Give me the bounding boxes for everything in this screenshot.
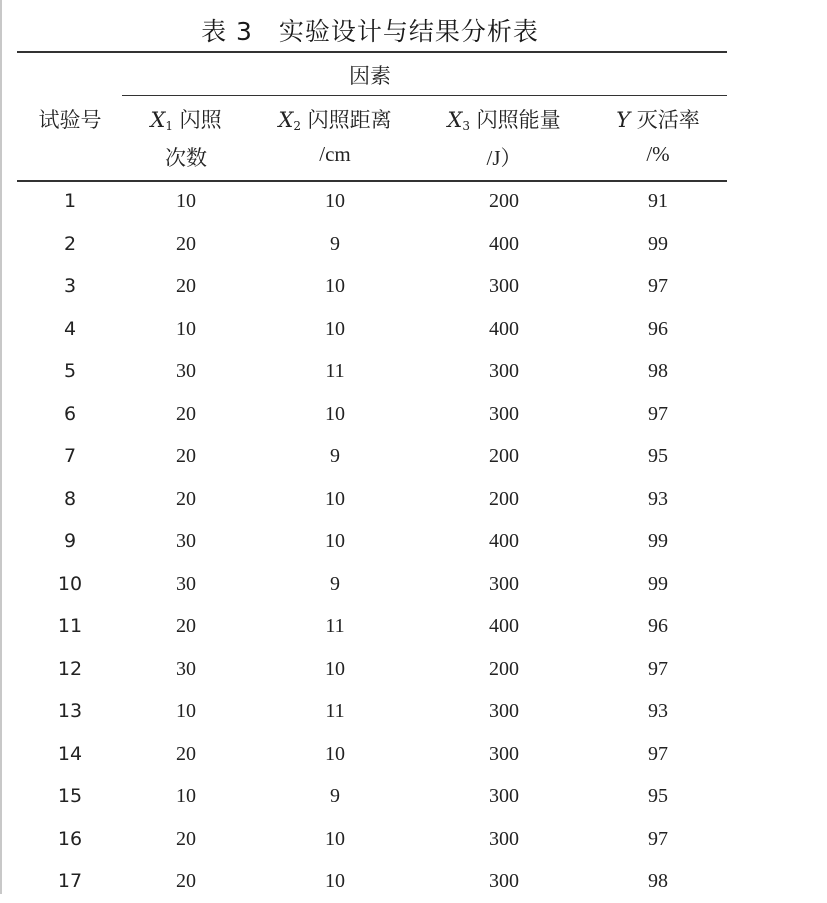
cell-x3: 300 (489, 360, 519, 382)
cell-x2: 10 (325, 530, 345, 552)
table-row (0, 818, 827, 861)
cell-y: 98 (648, 360, 668, 382)
header-x2-sub: 2 (293, 119, 301, 133)
cell-x1: 20 (176, 742, 196, 765)
cell-trial: 7 (63, 445, 77, 467)
cell-x3: 200 (489, 445, 519, 467)
cell-trial: 14 (57, 742, 83, 765)
cell-trial: 15 (57, 785, 83, 807)
table-row (0, 180, 827, 223)
header-x1-sub: 1 (165, 119, 173, 133)
cell-trial: 17 (57, 870, 83, 892)
table-title (0, 12, 740, 48)
cell-x2: 11 (325, 700, 345, 722)
header-x3-sub: 3 (462, 119, 470, 133)
cell-x2: 10 (325, 487, 345, 510)
header-y-var: Y (616, 108, 631, 132)
cell-trial: 5 (63, 360, 77, 382)
table-row (0, 520, 827, 563)
cell-x3: 300 (489, 700, 519, 722)
header-y-label: 灭活率 (636, 108, 700, 132)
cell-trial: 10 (57, 572, 83, 595)
cell-x1: 20 (176, 615, 196, 637)
cell-x3: 300 (489, 572, 519, 595)
cell-x1: 30 (176, 530, 196, 552)
header-x1-var: X (150, 108, 166, 132)
header-x1-unit: 次数 (165, 146, 207, 170)
cell-x2: 10 (325, 275, 345, 297)
table-row (0, 860, 827, 903)
table-row (0, 350, 827, 393)
cell-x1: 20 (176, 275, 196, 297)
header-x2-unit: /cm (319, 142, 351, 166)
cell-x2: 10 (325, 190, 345, 212)
cell-x3: 300 (489, 742, 519, 765)
cell-x3: 400 (489, 317, 519, 340)
cell-x1: 20 (176, 870, 196, 892)
cell-y: 97 (648, 742, 668, 765)
cell-y: 97 (648, 402, 668, 425)
header-x1-label: 闪照 (179, 108, 222, 132)
cell-x1: 10 (176, 190, 196, 212)
cell-trial: 3 (63, 275, 77, 297)
cell-x3: 300 (489, 275, 519, 297)
cell-x3: 300 (489, 870, 519, 892)
cell-x1: 10 (176, 700, 196, 722)
cell-y: 99 (648, 572, 668, 595)
factor-rule (122, 95, 727, 96)
cell-x2: 9 (330, 232, 340, 255)
cell-x1: 10 (176, 317, 196, 340)
cell-x2: 10 (325, 827, 345, 850)
cell-y: 97 (648, 657, 668, 680)
cell-x1: 30 (176, 572, 196, 595)
cell-x2: 9 (330, 785, 340, 807)
cell-x3: 400 (489, 232, 519, 255)
header-x3-label: 闪照能量 (476, 108, 561, 132)
cell-y: 97 (648, 827, 668, 850)
header-x1 (116, 104, 256, 134)
top-rule (17, 51, 727, 53)
cell-trial: 8 (63, 487, 77, 510)
cell-y: 95 (648, 785, 668, 807)
cell-y: 93 (648, 700, 668, 722)
cell-y: 95 (648, 445, 668, 467)
cell-x1: 20 (176, 402, 196, 425)
table-row (0, 393, 827, 436)
cell-x3: 200 (489, 190, 519, 212)
cell-trial: 1 (63, 190, 77, 212)
cell-x2: 11 (325, 615, 345, 637)
cell-x1: 30 (176, 360, 196, 382)
cell-x1: 20 (176, 827, 196, 850)
cell-x3: 300 (489, 785, 519, 807)
header-trial-no: 试验号 (38, 108, 102, 132)
cell-x2: 10 (325, 870, 345, 892)
cell-trial: 6 (63, 402, 77, 425)
cell-y: 98 (648, 870, 668, 892)
cell-x3: 300 (489, 827, 519, 850)
table-number: 表 3 (201, 17, 253, 46)
cell-x3: 200 (489, 487, 519, 510)
table-row (0, 690, 827, 733)
header-x3-unit: /J） (486, 146, 522, 170)
cell-trial: 2 (63, 232, 77, 255)
table-row (0, 223, 827, 266)
header-x2-label: 闪照距离 (307, 108, 392, 132)
cell-x2: 9 (330, 445, 340, 467)
cell-trial: 12 (57, 657, 83, 680)
cell-x3: 400 (489, 615, 519, 637)
cell-y: 96 (648, 317, 668, 340)
cell-x2: 10 (325, 742, 345, 765)
cell-y: 97 (648, 275, 668, 297)
cell-y: 96 (648, 615, 668, 637)
cell-trial: 16 (57, 827, 83, 850)
cell-x1: 10 (176, 785, 196, 807)
cell-x2: 10 (325, 657, 345, 680)
cell-trial: 13 (57, 700, 83, 722)
cell-x3: 300 (489, 402, 519, 425)
table-row (0, 775, 827, 818)
header-x3-var: X (447, 108, 463, 132)
header-x2 (255, 104, 415, 134)
header-y-unit: /% (646, 142, 670, 166)
table-row (0, 478, 827, 521)
header-x2-var: X (278, 108, 294, 132)
cell-x3: 400 (489, 530, 519, 552)
cell-trial: 9 (63, 530, 77, 552)
table-row (0, 563, 827, 606)
cell-x1: 20 (176, 445, 196, 467)
header-factors: 因素 (349, 64, 391, 88)
cell-y: 91 (648, 190, 668, 212)
table-row (0, 605, 827, 648)
cell-trial: 4 (63, 317, 77, 340)
cell-x2: 9 (330, 572, 340, 595)
header-x3 (424, 104, 584, 134)
cell-x1: 30 (176, 657, 196, 680)
cell-x1: 20 (176, 487, 196, 510)
table-row (0, 308, 827, 351)
table-row (0, 733, 827, 776)
cell-trial: 11 (57, 615, 83, 637)
cell-y: 93 (648, 487, 668, 510)
table-row (0, 648, 827, 691)
table-row (0, 265, 827, 308)
table-row (0, 435, 827, 478)
cell-x3: 200 (489, 657, 519, 680)
cell-y: 99 (648, 530, 668, 552)
cell-x2: 11 (325, 360, 345, 382)
cell-x1: 20 (176, 232, 196, 255)
table-caption: 实验设计与结果分析表 (278, 17, 539, 46)
header-y (588, 104, 728, 134)
cell-y: 99 (648, 232, 668, 255)
cell-x2: 10 (325, 402, 345, 425)
cell-x2: 10 (325, 317, 345, 340)
